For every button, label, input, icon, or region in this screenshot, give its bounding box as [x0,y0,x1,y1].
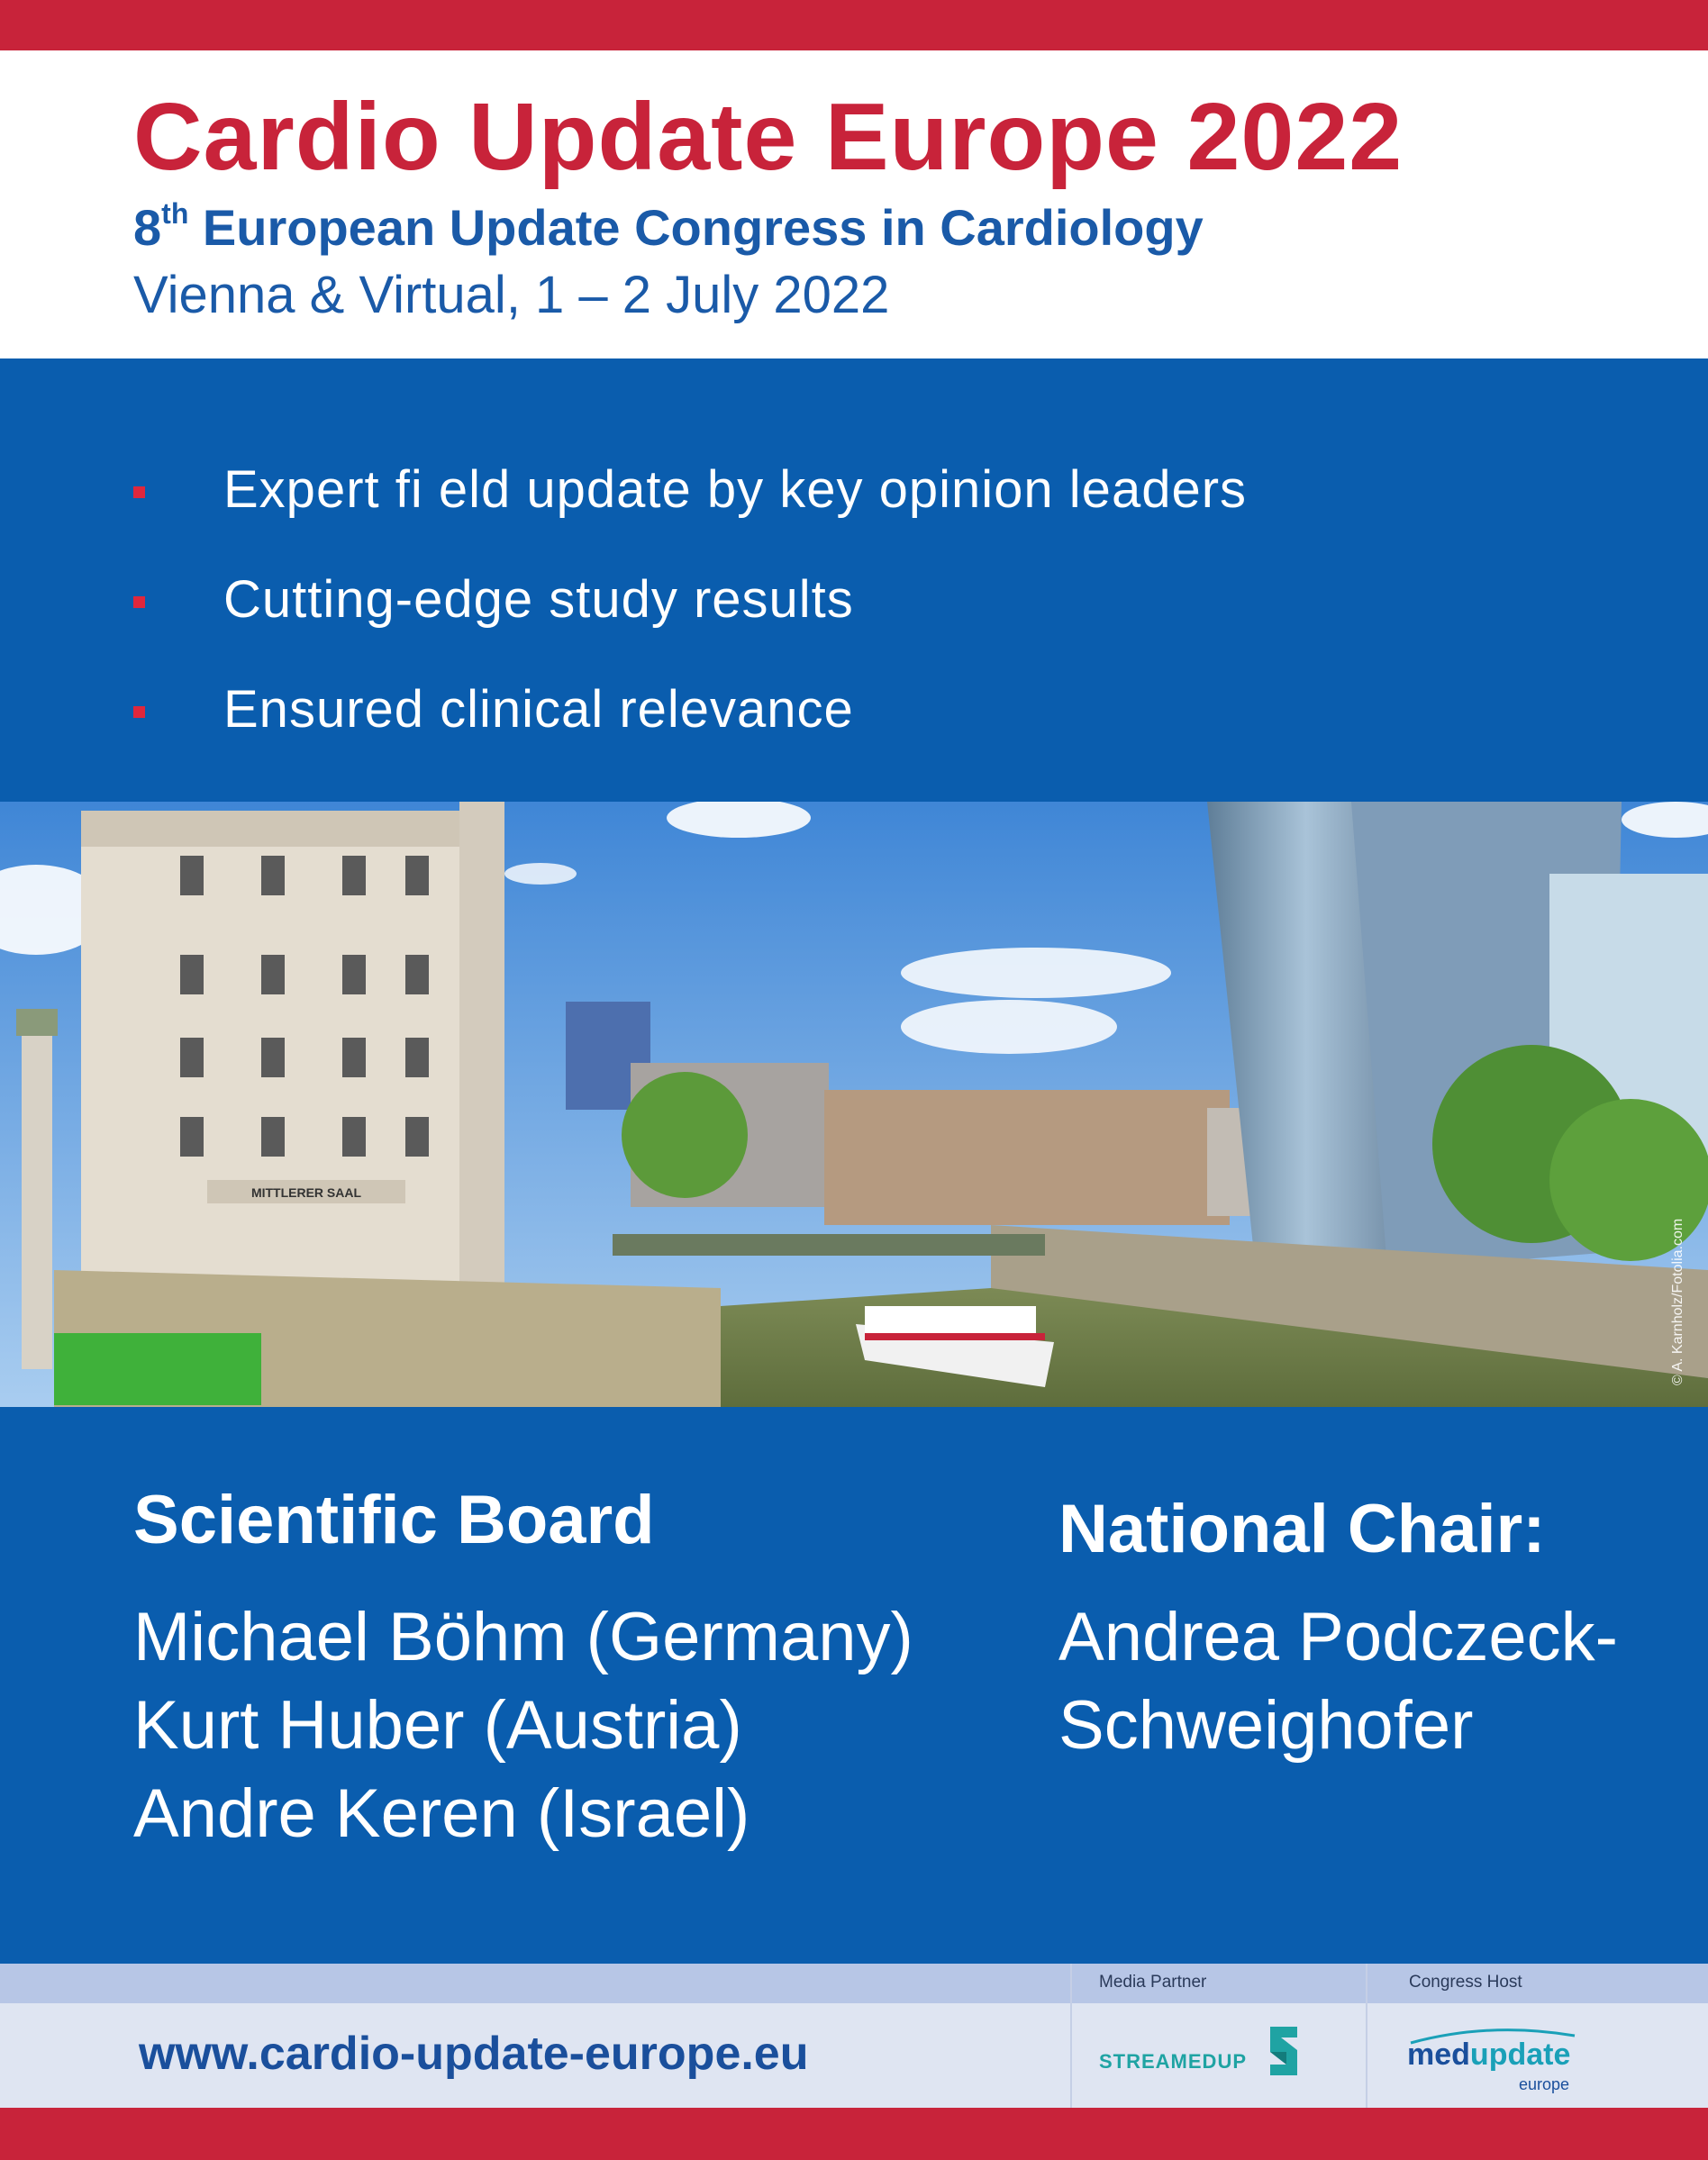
host-logo-med: med [1407,2037,1470,2072]
congress-subtitle [133,198,1204,257]
national-chair-name-line: Schweighofer [1058,1687,1474,1764]
national-chair-name-line: Andrea Podczeck- [1058,1599,1618,1675]
bullet-icon [133,596,145,608]
board-member: Kurt Huber (Austria) [133,1687,742,1764]
bullet-icon [133,706,145,718]
top-red-bar [0,0,1708,50]
feature-text: Ensured clinical relevance [223,680,854,739]
media-partner-block [1070,1964,1367,2108]
congress-title: Cardio Update Europe 2022 [133,84,1404,190]
feature-item [0,679,1708,751]
board-member: Michael Böhm (Germany) [133,1599,913,1675]
board-panel [0,1407,1708,1964]
city-illustration [0,802,1708,1407]
host-logo-update: update [1469,2037,1571,2072]
subtitle-ordinal-suffix: th [161,197,189,230]
website-link[interactable]: www.cardio-update-europe.eu [139,2028,809,2080]
bottom-red-bar [0,2108,1708,2160]
venue-date: Vienna & Virtual, 1 – 2 July 2022 [133,266,890,324]
vienna-canal-photo [0,802,1708,1407]
header [0,50,1708,358]
board-member: Andre Keren (Israel) [133,1775,750,1852]
congress-host-block [1366,1964,1708,2108]
scientific-board-heading: Scientific Board [133,1482,655,1558]
feature-item [0,459,1708,531]
photo-sign: MITTLERER SAAL [250,1185,362,1200]
national-chair-heading: National Chair: [1058,1491,1546,1567]
features-panel [0,358,1708,802]
host-logo-text [1407,2037,1570,2073]
feature-text: Cutting-edge study results [223,570,854,629]
congress-host-label: Congress Host [1409,1973,1522,1992]
host-logo-sub: europe [1519,2075,1570,2093]
streamedup-logo-icon [1265,2025,1303,2077]
bullet-icon [133,486,145,498]
subtitle-ordinal: 8 [133,199,162,256]
feature-text: Expert fi eld update by key opinion leaders [223,460,1248,519]
photo-credit: © A. Karnholz/Fotolia.com [1670,1218,1685,1385]
feature-item [0,569,1708,641]
media-partner-label: Media Partner [1099,1973,1207,1992]
subtitle-text: European Update Congress in Cardiology [188,199,1204,256]
media-partner-logo-text: STREAMEDUP [1099,2050,1248,2073]
footer [0,1964,1708,2108]
